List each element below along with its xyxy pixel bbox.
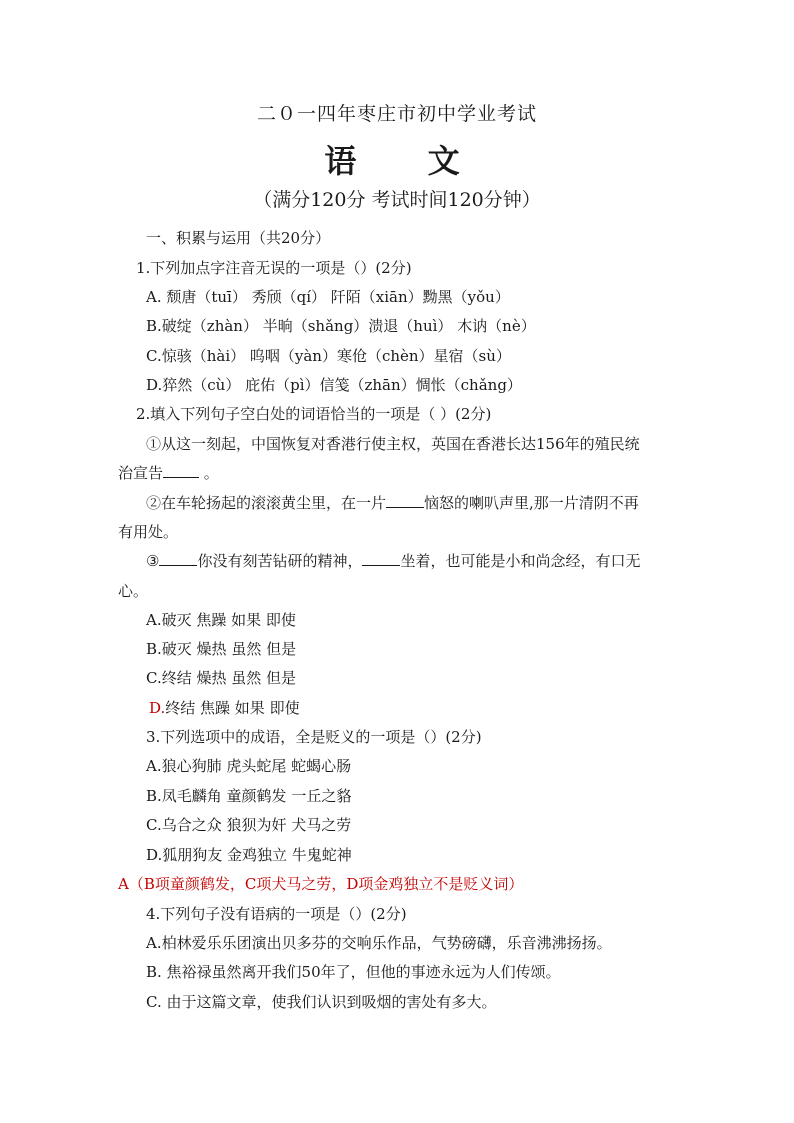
fill-blank (386, 493, 424, 508)
q2-s2-text-a: ②在车轮扬起的滚滚黄尘里，在一片 (146, 494, 387, 512)
q2-sentence-3-line-2: 心。 (118, 582, 149, 600)
fill-blank (163, 463, 199, 478)
q1-option-a: A. 颓唐（tuī） 秀颀（qí） 阡陌（xiān）黝黑（yǒu） (146, 288, 510, 306)
q1-option-b: B.破绽（zhàn） 半晌（shǎng）溃退（huì） 木讷（nè） (146, 317, 536, 335)
q2-stem: 2.填入下列句子空白处的词语恰当的一项是（ ）(2分) (136, 405, 492, 423)
section-heading: 一、积累与运用（共20分） (146, 229, 331, 247)
q2-option-a: A.破灭 焦躁 如果 即使 (146, 611, 296, 629)
q3-answer-explanation: A（B项童颜鹤发，C项犬马之劳，D项金鸡独立不是贬义词） (118, 875, 524, 893)
subject-title: 语 文 (324, 142, 490, 180)
q2-s3-text-c: 坐着，也可能是小和尚念经，有口无 (400, 552, 641, 570)
q3-option-c: C.乌合之众 狼狈为奸 犬马之劳 (146, 816, 352, 834)
q2-option-d-text: 终结 焦躁 如果 即使 (165, 699, 300, 717)
q3-option-d: D.狐朋狗友 金鸡独立 牛鬼蛇神 (146, 846, 352, 864)
exam-title: 二０一四年枣庄市初中学业考试 (256, 103, 537, 125)
q3-stem: 3.下列选项中的成语，全是贬义的一项是（）(2分) (146, 728, 482, 746)
q2-s2-text-b: 恼怒的喇叭声里,那一片清阴不再 (424, 494, 639, 512)
q2-sentence-2-line-2: 有用处。 (118, 523, 179, 541)
exam-info: （满分120分 考试时间120分钟） (253, 189, 541, 211)
q2-s3-num: ③ (146, 552, 160, 570)
q4-option-c: C. 由于这篇文章，使我们认识到吸烟的害处有多大。 (146, 993, 497, 1011)
q2-sentence-1-line-2 (118, 463, 219, 483)
q2-option-d (149, 698, 300, 718)
q2-answer-letter: D. (149, 699, 166, 717)
q2-option-b: B.破灭 燥热 虽然 但是 (146, 640, 297, 658)
q4-option-b: B. 焦裕禄虽然离开我们50年了，但他的事迹永远为人们传颂。 (146, 963, 561, 981)
q3-option-a: A.狼心狗肺 虎头蛇尾 蛇蝎心肠 (146, 757, 352, 775)
q2-sentence-3-line-1 (146, 551, 640, 571)
fill-blank (159, 551, 197, 566)
q3-option-b: B.凤毛麟角 童颜鹤发 一丘之貉 (146, 787, 352, 805)
q4-option-a: A.柏林爱乐乐团演出贝多芬的交响乐作品，气势磅礴，乐音沸沸扬扬。 (146, 934, 612, 952)
q1-option-c: C.惊骇（hài） 呜咽（yàn）寒伧（chèn）星宿（sù） (146, 347, 511, 365)
q2-s1-end: 。 (199, 464, 219, 482)
q4-stem: 4.下列句子没有语病的一项是（）(2分) (146, 905, 407, 923)
q2-s1-text: 治宣告 (118, 464, 164, 482)
fill-blank (362, 551, 400, 566)
q1-stem: 1.下列加点字注音无误的一项是（）(2分) (136, 259, 412, 277)
q2-s3-text-b: 你没有刻苦钻研的精神， (197, 552, 363, 570)
q2-sentence-1-line-1: ①从这一刻起，中国恢复对香港行使主权，英国在香港长达156年的殖民统 (146, 435, 640, 453)
q2-option-c: C.终结 燥热 虽然 但是 (146, 669, 297, 687)
q1-option-d: D.猝然（cù） 庇佑（pì）信笺（zhān）惆怅（chǎng） (146, 376, 522, 394)
q2-sentence-2-line-1 (146, 493, 639, 513)
